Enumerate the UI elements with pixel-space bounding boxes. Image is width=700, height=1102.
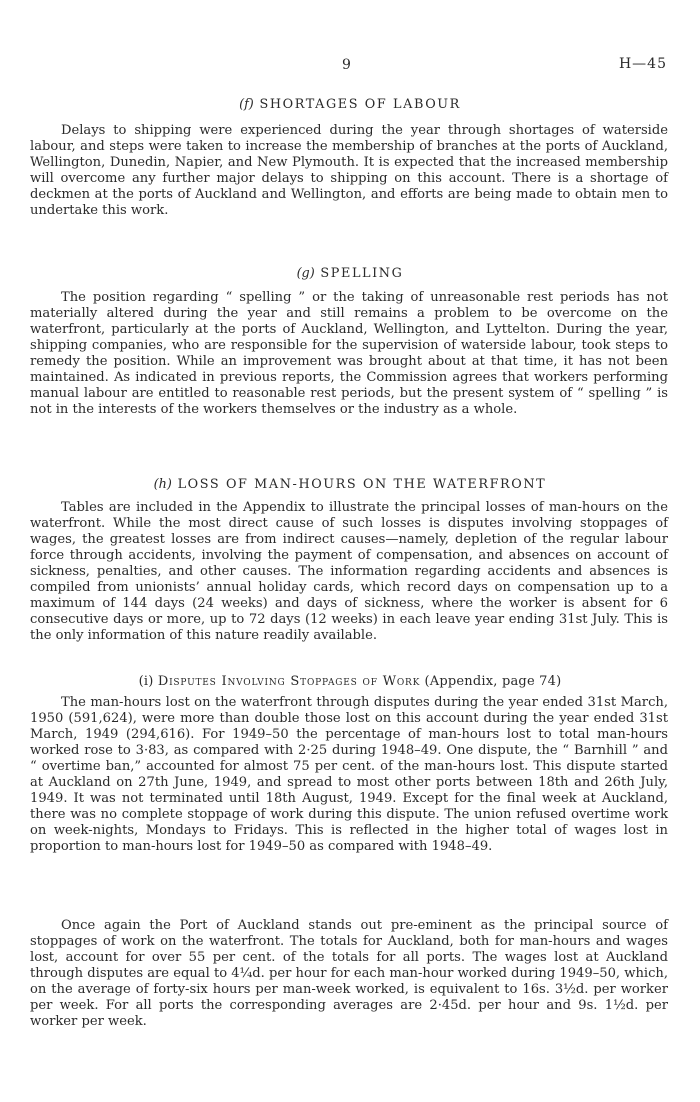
section-f-heading (0, 97, 700, 112)
section-h-title: LOSS OF MAN-HOURS ON THE WATERFRONT (177, 477, 547, 492)
section-i-paragraph-2: Once again the Port of Auckland stands out pre-eminent as the principal source of stoppages of work on the waterfront. The totals for Auckland, both for man-hours and wages lost, account for over 55 per cent. of the totals for all ports. The wages lost at Auckland through disputes are equal to 4¼d. per hour for each man-hour worked during 1949–50, which, on the average of forty-six hours per man-week worked, is equivalent to 16s. 3½d. per worker per week. For all ports the corresponding averages are 2·45d. per hour and 9s. 1½d. per worker per week. (30, 918, 669, 1029)
section-f-mark: (f) (239, 97, 254, 112)
section-h-mark: (h) (153, 477, 172, 492)
section-h-paragraph: Tables are included in the Appendix to illustrate the principal losses of man-hours on the waterfront. While the most direct cause of such losses is disputes involving stoppages of wages, the greatest losses are from indirect causes—namely, depletion of the regular labour force through accidents, involving the payment of compensation, and absences on account of sickness, penalties, and other causes. The information regarding accidents and absences is compiled from unionists’ annual holiday cards, which record days on compensation up to a maximum of 144 days (24 weeks) and days of sickness, where the worker is absent for 6 consecutive days or more, up to 72 days (12 weeks) in each leave year ending 31st July. This is the only information of this nature readily available. (30, 500, 668, 643)
section-g-title: SPELLING (320, 266, 404, 281)
section-h-heading (0, 477, 700, 492)
page-number: 9 (342, 57, 351, 73)
section-g-paragraph: The position regarding “ spelling ” or the taking of unreasonable rest periods has not materially altered during the year and still remains a problem to be overcome on the waterfront, particularly at the ports of Auckland, Wellington, and Lyttelton. During the year, shipping companies, who are responsible for the supervision of waterside labour, took steps to remedy the position. While an improvement was brought about at that time, it has not been maintained. As indicated in previous reports, the Commission agrees that workers performing manual labour are entitled to reasonable rest periods, but the present system of “ spelling ” is not in the interests of the workers themselves or the industry as a whole. (30, 290, 668, 417)
section-i-paragraph-1: The man-hours lost on the waterfront through disputes during the year ended 31st March, 1950 (591,624), were more than double those lost on this account during the year ended 31st March, 1949 (294,616). For 1949–50 the percentage of man-hours lost to total man-hours worked rose to 3·83, as compared with 2·25 during 1948–49. One dispute, the “ Barnhill ” and “ overtime ban,” accounted for almost 75 per cent. of the man-hours lost. This dispute started at Auckland on 27th June, 1949, and spread to most other ports between 18th and 26th July, 1949. It was not terminated until 18th August, 1949. Except for the final week at Auckland, there was no complete stoppage of work during this dispute. The union refused overtime work on week-nights, Mondays to Fridays. This is reflected in the higher total of wages lost in proportion to man-hours lost for 1949–50 as compared with 1948–49. (30, 695, 668, 854)
section-i-title: Disputes Involving Stoppages of Work (157, 674, 421, 689)
section-i-reference: (Appendix, page 74) (424, 674, 562, 689)
section-f-title: SHORTAGES OF LABOUR (259, 97, 461, 112)
report-code: H—45 (618, 56, 667, 72)
section-g-mark: (g) (296, 266, 315, 281)
section-g-heading (0, 266, 700, 281)
section-f-paragraph: Delays to shipping were experienced during the year through shortages of waterside labour, and steps were taken to increase the membership of branches at the ports of Auckland, Wellington, Dunedin, Napier, and New Plymouth. It is expected that the increased membership will overcome any further major delays to shipping on this account. There is a shortage of deckmen at the ports of Auckland and Wellington, and efforts are being made to obtain men to undertake this work. (30, 123, 668, 218)
section-i-heading (0, 674, 700, 689)
section-i-mark: (i) (138, 674, 154, 689)
